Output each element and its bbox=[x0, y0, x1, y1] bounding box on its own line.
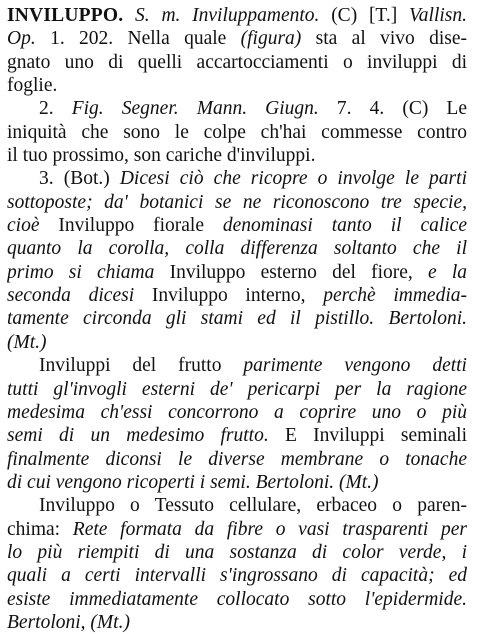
italic-text: Rete formata da fibre o vasi trasparenti per bbox=[72, 518, 467, 540]
roman-text: iniquità che sono le colpe ch'hai commesse contro bbox=[7, 121, 467, 143]
entry-line bbox=[7, 448, 467, 471]
entry-line bbox=[7, 51, 467, 74]
italic-text: finalmente diconsi le diverse membrane o tonache bbox=[7, 448, 467, 470]
roman-text: il tuo prossimo, son cariche d'inviluppi. bbox=[7, 145, 316, 167]
italic-text: primo si chiama bbox=[7, 261, 170, 283]
roman-text: Inviluppo o Tessuto cellulare, erbaceo o paren- bbox=[39, 495, 467, 517]
entry-line bbox=[7, 331, 467, 354]
italic-text: Dicesi ciò che ricopre o involge le parti bbox=[119, 168, 467, 190]
entry-line bbox=[7, 541, 467, 564]
italic-text: Vallisn. bbox=[409, 5, 467, 26]
entry-line bbox=[7, 424, 467, 447]
italic-text: quanto la corolla, colla differenza soltanto che il bbox=[7, 238, 467, 260]
entry-line bbox=[7, 167, 467, 190]
italic-text: Op. bbox=[7, 28, 51, 50]
italic-text: (Mt.) bbox=[7, 331, 47, 353]
italic-text: perchè immedia- bbox=[323, 285, 467, 307]
italic-text: Inviluppamento. bbox=[192, 5, 332, 26]
roman-text: chima: bbox=[7, 518, 73, 540]
entry-line bbox=[7, 518, 467, 541]
italic-text: S. m. bbox=[123, 5, 193, 26]
entry-line bbox=[7, 401, 467, 424]
entry-line bbox=[7, 494, 467, 517]
entry-line bbox=[7, 354, 467, 377]
headword: INVILUPPO. bbox=[7, 5, 124, 26]
italic-text: parimente vengono detti bbox=[243, 355, 467, 377]
entry-line bbox=[7, 564, 467, 587]
italic-text: di cui vengono ricoperti i semi. Bertoloni. (Mt.) bbox=[7, 471, 379, 493]
entry-line bbox=[7, 284, 467, 307]
italic-text: tutti gl'invogli esterni de' pericarpi per la ragione bbox=[7, 378, 467, 400]
entry-line bbox=[7, 74, 467, 97]
italic-text: cioè bbox=[7, 215, 59, 237]
italic-text: semi di un medesimo frutto. bbox=[7, 425, 285, 447]
entry-line bbox=[7, 191, 467, 214]
roman-text: (C) [T.] bbox=[331, 5, 410, 26]
italic-text: e la bbox=[427, 261, 467, 283]
entry-line bbox=[7, 214, 467, 237]
roman-text: Inviluppi del frutto bbox=[39, 355, 244, 377]
roman-text: 1. 202. Nella quale bbox=[50, 28, 241, 50]
italic-text: denominasi tanto il calice bbox=[222, 215, 467, 237]
entry-line bbox=[7, 4, 467, 27]
entry-line bbox=[7, 144, 467, 167]
italic-text: sottoposte; da' botanici se ne riconoscono tre specie, bbox=[7, 191, 467, 213]
italic-text: lo più riempiti di una sostanza di color verde, i bbox=[7, 541, 467, 563]
roman-text: 2. bbox=[39, 98, 72, 120]
italic-text: tamente circonda gli stami ed il pistillo. Bertoloni. bbox=[7, 308, 467, 330]
roman-text: gnato uno di quelli accartocciamenti o inviluppi di bbox=[7, 51, 467, 73]
roman-text: E Inviluppi seminali bbox=[284, 425, 467, 447]
italic-text: Bertoloni, (Mt.) bbox=[7, 611, 130, 633]
italic-text: seconda dicesi bbox=[7, 285, 152, 307]
italic-text: medesima ch'essi concorrono a coprire uno o più bbox=[7, 401, 467, 423]
entry-line bbox=[7, 237, 467, 260]
entry-line bbox=[7, 611, 467, 634]
entry-line bbox=[7, 121, 467, 144]
roman-text: 3. (Bot.) bbox=[39, 168, 120, 190]
entry-line bbox=[7, 588, 467, 611]
roman-text: 7. 4. (C) Le bbox=[318, 98, 467, 120]
entry-line bbox=[7, 307, 467, 330]
entry-line bbox=[7, 378, 467, 401]
entry-line bbox=[7, 261, 467, 284]
roman-text: Inviluppo fiorale bbox=[58, 215, 223, 237]
roman-text: sta al vivo dise- bbox=[301, 28, 467, 50]
entry-line bbox=[7, 27, 467, 50]
italic-text: esiste immediatamente collocato sotto l'epidermide. bbox=[7, 588, 467, 610]
italic-text: Fig. Segner. Mann. Giugn. bbox=[71, 98, 319, 120]
italic-text: (figura) bbox=[240, 28, 302, 50]
italic-text: quali a certi intervalli s'ingrossano di capacità; ed bbox=[7, 565, 467, 587]
entry-line bbox=[7, 471, 467, 494]
roman-text: Inviluppo interno, bbox=[151, 285, 324, 307]
roman-text: foglie. bbox=[7, 75, 58, 97]
entry-line bbox=[7, 97, 467, 120]
roman-text: Inviluppo esterno del fiore, bbox=[169, 261, 428, 283]
